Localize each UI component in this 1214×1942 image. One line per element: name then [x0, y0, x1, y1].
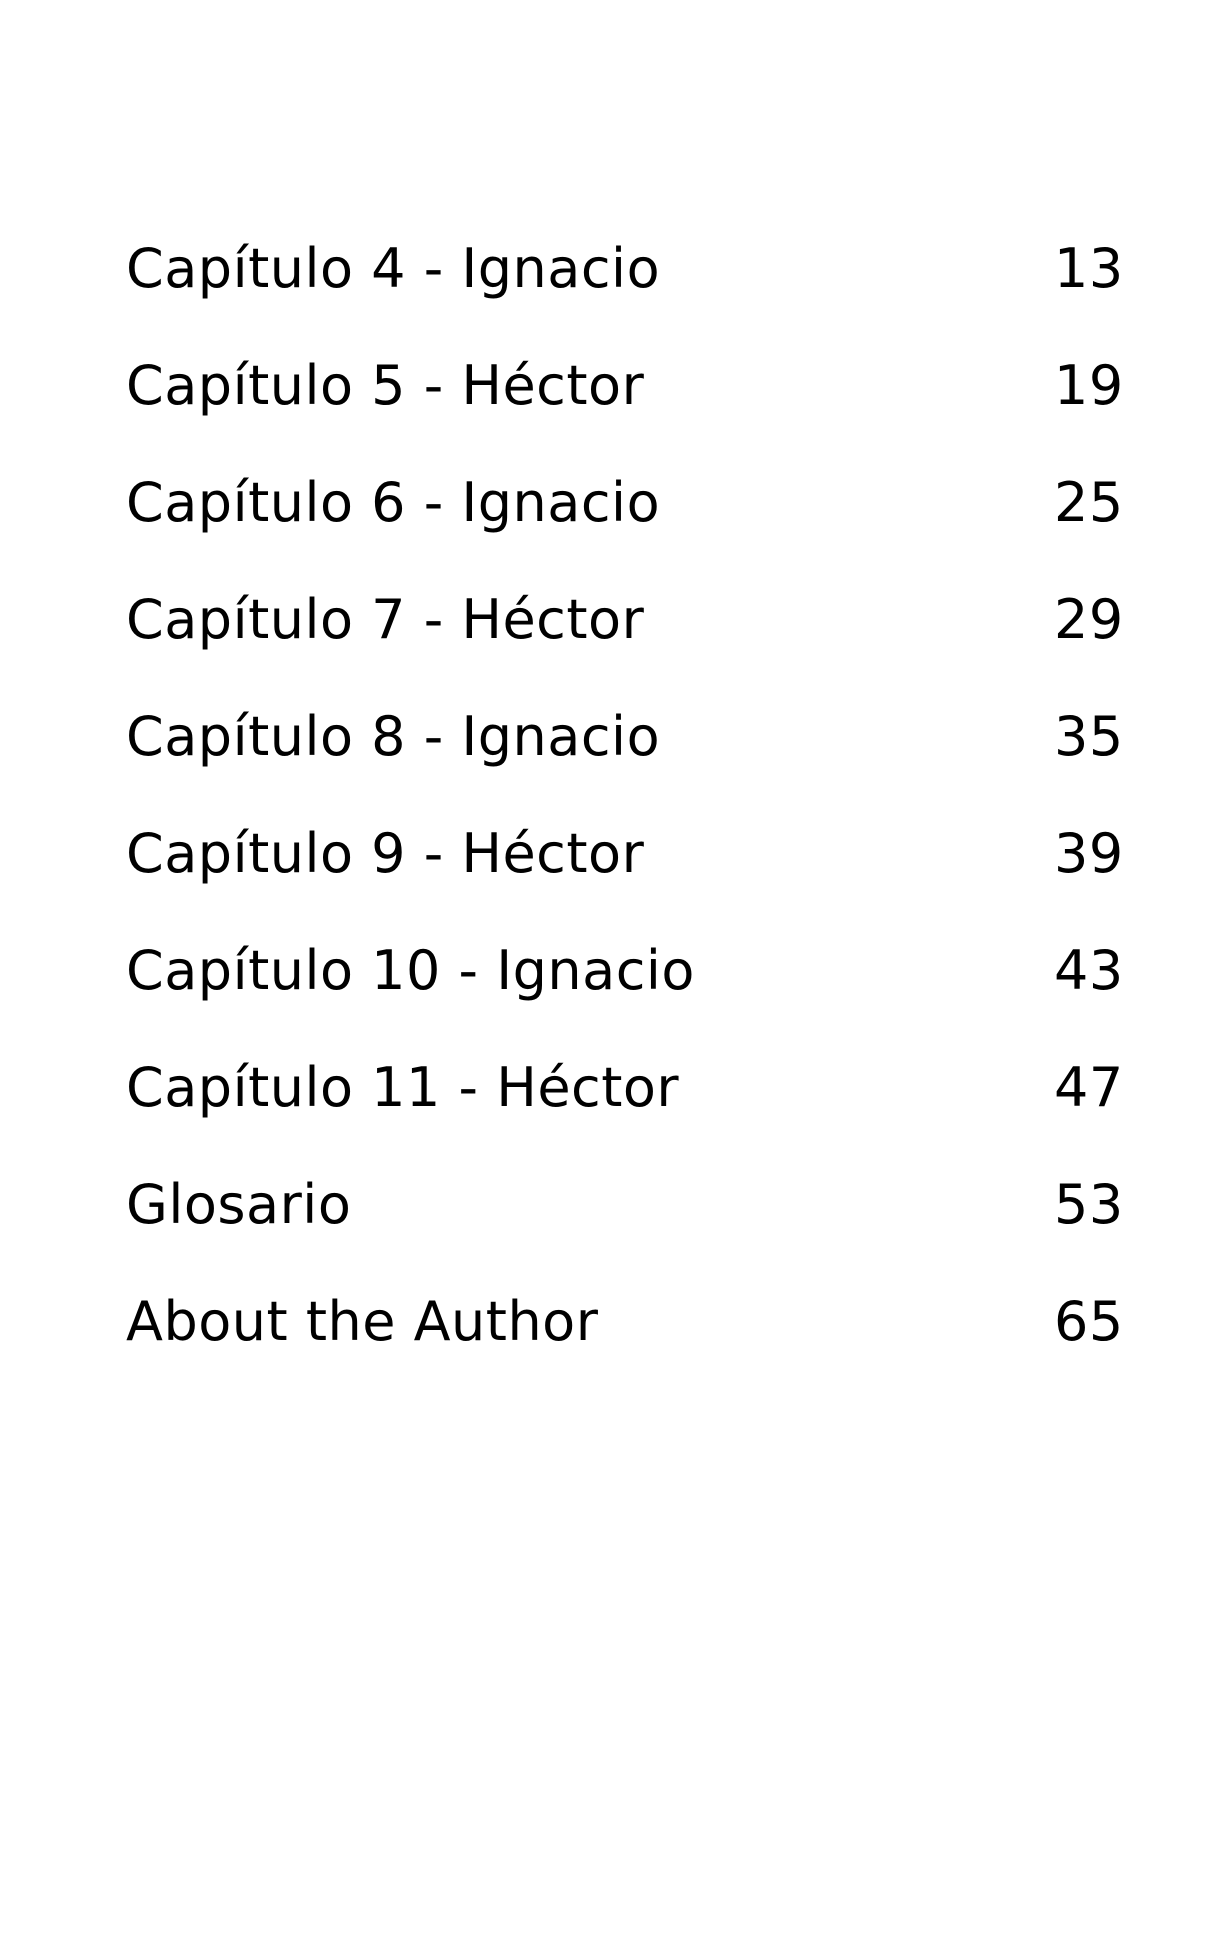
toc-entry-page-number: 25: [1054, 470, 1124, 534]
table-of-contents: [126, 210, 1146, 1380]
toc-entry-title: Capítulo 9 - Héctor: [126, 821, 645, 885]
toc-entry-page-number: 19: [1054, 353, 1124, 417]
toc-entry[interactable]: [126, 210, 1146, 327]
toc-entry-title: Capítulo 10 - Ignacio: [126, 938, 695, 1002]
toc-entry-page-number: 13: [1054, 236, 1124, 300]
toc-entry[interactable]: [126, 1263, 1146, 1380]
toc-entry-page-number: 43: [1054, 938, 1124, 1002]
toc-entry-title: Capítulo 5 - Héctor: [126, 353, 645, 417]
toc-entry[interactable]: [126, 327, 1146, 444]
toc-entry[interactable]: [126, 1029, 1146, 1146]
toc-entry-page-number: 29: [1054, 587, 1124, 651]
toc-entry-title: Glosario: [126, 1172, 352, 1236]
toc-entry-page-number: 47: [1054, 1055, 1124, 1119]
toc-entry-title: Capítulo 7 - Héctor: [126, 587, 645, 651]
toc-entry[interactable]: [126, 912, 1146, 1029]
toc-entry[interactable]: [126, 1146, 1146, 1263]
toc-entry[interactable]: [126, 795, 1146, 912]
toc-entry-page-number: 39: [1054, 821, 1124, 885]
toc-entry-title: Capítulo 8 - Ignacio: [126, 704, 661, 768]
toc-entry[interactable]: [126, 678, 1146, 795]
toc-entry-title: About the Author: [126, 1289, 599, 1353]
toc-entry-page-number: 65: [1054, 1289, 1124, 1353]
toc-entry-page-number: 53: [1054, 1172, 1124, 1236]
toc-entry-page-number: 35: [1054, 704, 1124, 768]
toc-entry[interactable]: [126, 444, 1146, 561]
toc-entry-title: Capítulo 6 - Ignacio: [126, 470, 661, 534]
toc-entry-title: Capítulo 11 - Héctor: [126, 1055, 680, 1119]
toc-entry[interactable]: [126, 561, 1146, 678]
toc-entry-title: Capítulo 4 - Ignacio: [126, 236, 661, 300]
